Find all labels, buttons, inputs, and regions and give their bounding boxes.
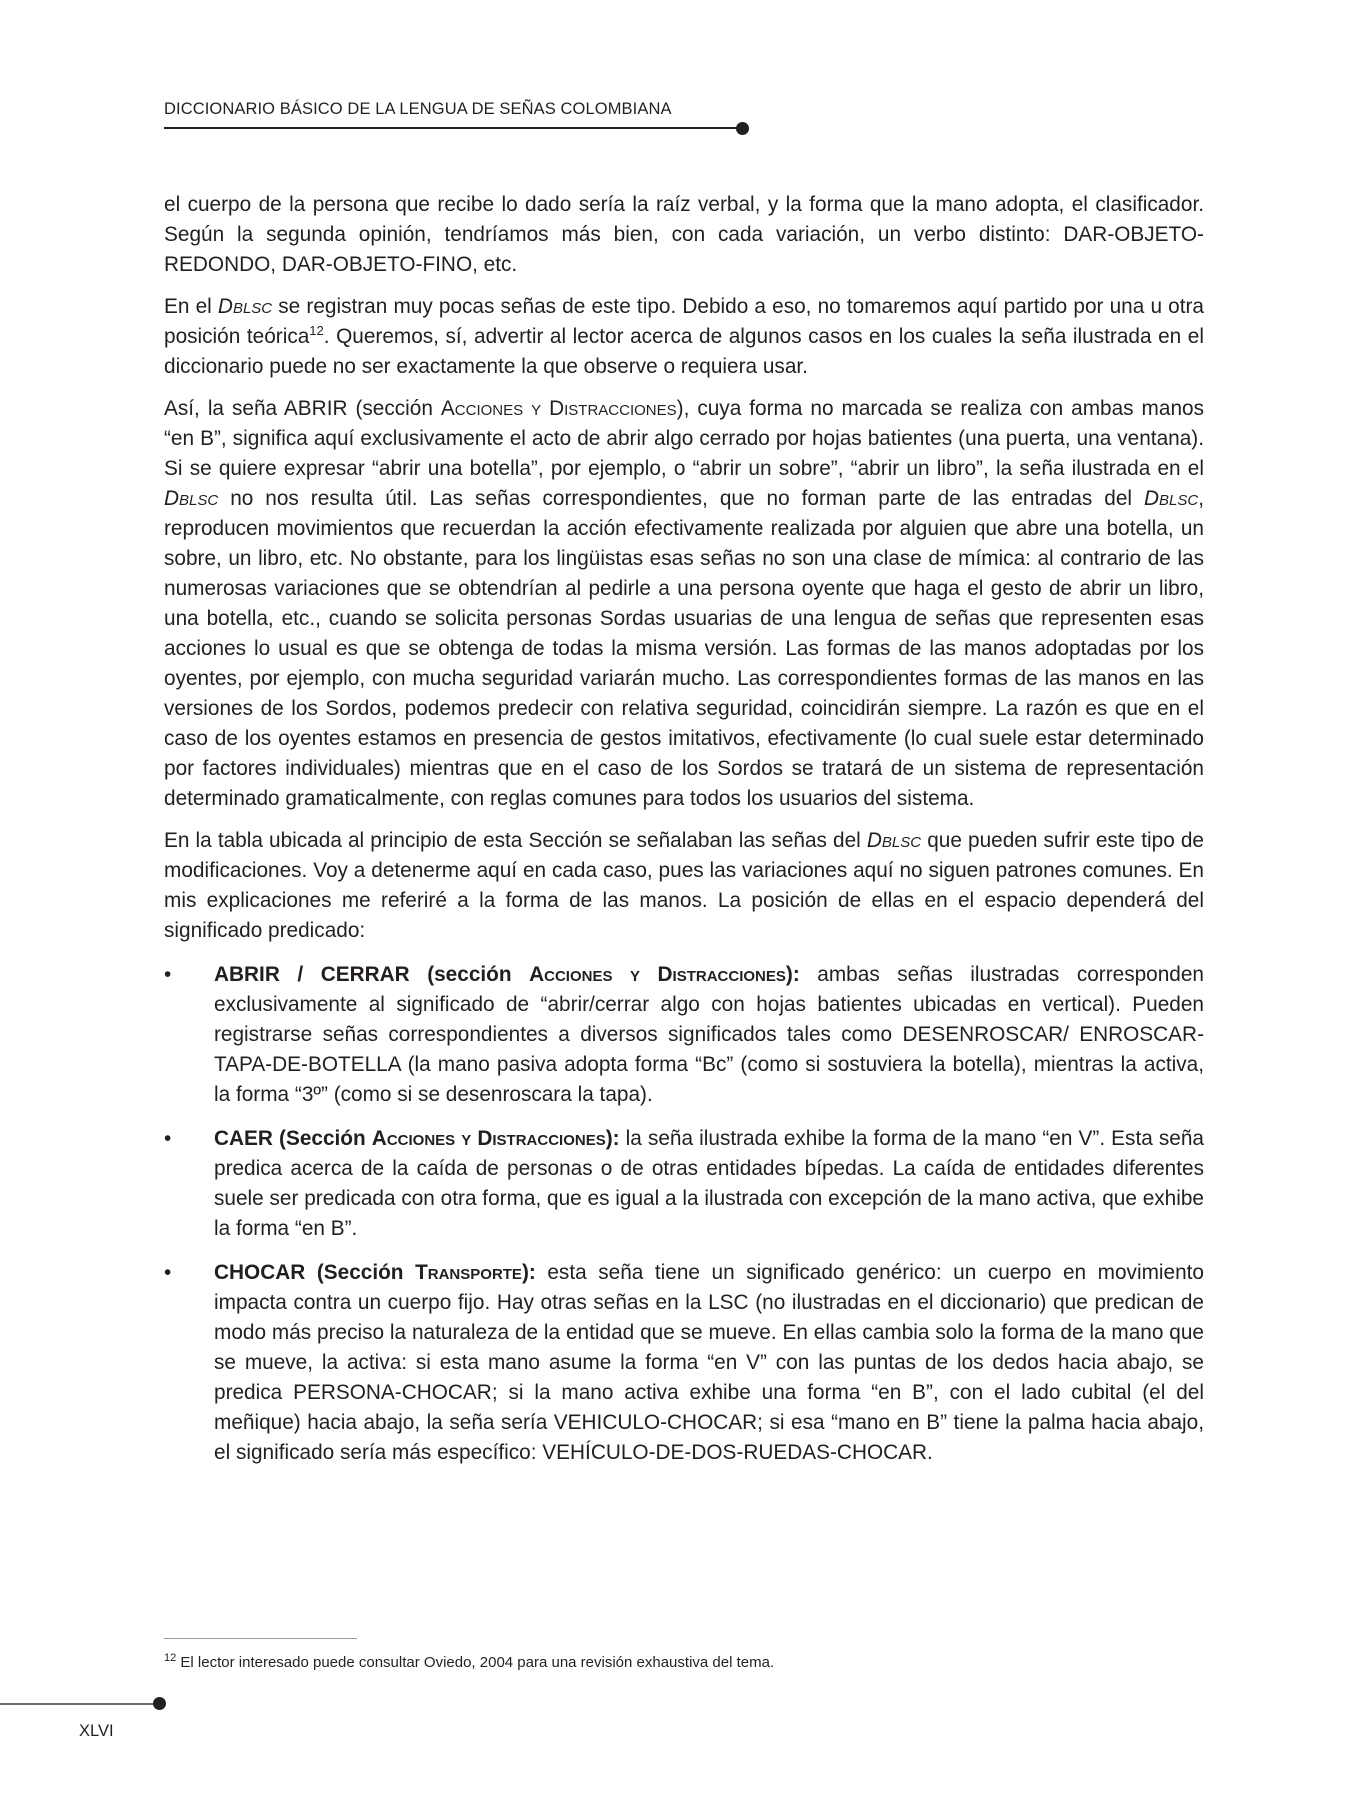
entry-text: la seña ilustrada exhibe la forma de la mano “en V”. Esta seña predica acerca de la caída de personas o de otras entidades bípedas. La caída de entidades diferentes suele ser predicada con otra forma, que es igual a la ilustrada con excepción de la mano activa, que exhibe la forma “en B”.: [214, 1127, 1204, 1240]
entry-text: esta seña tiene un significado genérico: un cuerpo en movimiento impacta contra un cuerpo fijo. Hay otras señas en la LSC (no ilustradas en el diccionario) que predican de modo más preciso la naturaleza de la entidad que se mueve. En ellas cambia solo la forma de la mano que se mueve, la activa: si esta mano asume la forma “en V” con las puntas de los dedos hacia abajo, se predica PERSONA-CHOCAR; si la mano activa exhibe una forma “en B”, con el lado cubital (el del meñique) hacia abajo, la seña sería VEHICULO-CHOCAR; si esa “mano en B” tiene la palma hacia abajo, el significado sería más específico: VEHÍCULO-DE-DOS-RUEDAS-CHOCAR.: [214, 1261, 1204, 1464]
dblsc-abbreviation: Dblsc: [164, 487, 219, 510]
list-item: [164, 1124, 1204, 1244]
page-number: XLVI: [79, 1722, 114, 1740]
footnote-ref[interactable]: 12: [309, 323, 324, 339]
entry-term: ABRIR / CERRAR (sección Acciones y Distracciones):: [214, 963, 800, 986]
footnote-text: El lector interesado puede consultar Oviedo, 2004 para una revisión exhaustiva del tema.: [176, 1654, 775, 1671]
entry-term: CHOCAR (Sección Transporte):: [214, 1261, 536, 1284]
section-name: Acciones y Distracciones: [529, 963, 786, 986]
bullet-icon: •: [164, 963, 172, 986]
list-item: [164, 1258, 1204, 1468]
bullet-list: [164, 960, 1204, 1468]
dblsc-abbreviation: Dblsc: [217, 295, 273, 318]
paragraph-2: En el Dblsc se registran muy pocas señas de este tipo. Debido a eso, no tomaremos aquí partido por una u otra posición teórica$^{12}$. Queremos, sí, advertir al lector acerca de algunos casos en los cuales la seña ilustrada en el diccionario puede no ser exactamente la que observe o requiera usar.: [164, 295, 1204, 378]
dblsc-abbreviation: Dblsc: [1144, 487, 1199, 510]
body-text: [164, 190, 1204, 1482]
footnote-rule: [164, 1638, 357, 1639]
footnote-number: 12: [164, 1652, 177, 1664]
header-dot-ornament: [736, 122, 749, 135]
running-title: DICCIONARIO BÁSICO DE LA LENGUA DE SEÑAS COLOMBIANA: [164, 100, 672, 118]
dblsc-abbreviation: Dblsc: [866, 829, 922, 852]
header-rule: [164, 127, 742, 129]
section-name: Acciones y Distracciones: [440, 397, 677, 420]
footer-dot-ornament: [153, 1697, 166, 1710]
entry-term: CAER (Sección Acciones y Distracciones):: [214, 1127, 620, 1150]
entry-text: ambas señas ilustradas corresponden exclusivamente al significado de “abrir/cerrar algo con hojas batientes ubicadas en vertical). Pueden registrarse señas correspondientes a diversos significados tales como DESENROSCAR/ ENROSCAR-TAPA-DE-BOTELLA (la mano pasiva adopta forma “Bc” (como si sostuviera la botella), mientras la activa, la forma “3º” (como si se desenroscara la tapa).: [214, 963, 1204, 1106]
bullet-icon: •: [164, 1261, 172, 1284]
paragraph-1: el cuerpo de la persona que recibe lo dado sería la raíz verbal, y la forma que la mano adopta, el clasificador. Según la segunda opinión, tendríamos más bien, con cada variación, un verbo distinto: DAR-OBJETO-REDONDO, DAR-OBJETO-FINO, etc.: [164, 193, 1204, 276]
footer-rule: [0, 1703, 158, 1705]
paragraph-4: En la tabla ubicada al principio de esta Sección se señalaban las señas del Dblsc que pueden sufrir este tipo de modificaciones. Voy a detenerme aquí en cada caso, pues las variaciones aquí no siguen patrones comunes. En mis explicaciones me referiré a la forma de las manos. La posición de ellas en el espacio dependerá del significado predicado:: [164, 829, 1204, 942]
section-name: Acciones y Distracciones: [371, 1127, 606, 1150]
section-name: Transporte: [415, 1261, 522, 1284]
list-item: [164, 960, 1204, 1110]
footnote: [164, 1654, 774, 1671]
paragraph-3: Así, la seña ABRIR (sección Acciones y Distracciones), cuya forma no marcada se realiza con ambas manos “en B”, significa aquí exclusivamente el acto de abrir algo cerrado por hojas batientes (una puerta, una ventana). Si se quiere expresar “abrir una botella”, por ejemplo, o “abrir un sobre”, “abrir un libro”, la seña ilustrada en el Dblsc no nos resulta útil. Las señas correspondientes, que no forman parte de las entradas del Dblsc, reproducen movimientos que recuerdan la acción efectivamente realizada por alguien que abre una botella, un sobre, un libro, etc. No obstante, para los lingüistas esas señas no son una clase de mímica: al contrario de las numerosas variaciones que se obtendrían al pedirle a una persona oyente que haga el gesto de abrir un libro, una botella, etc., cuando se solicita personas Sordas usuarias de una lengua de señas que representen esas acciones lo usual es que se obtenga de todas la misma versión. Las formas de las manos adoptadas por los oyentes, por ejemplo, con mucha seguridad variarán mucho. Las correspondientes formas de las manos en las versiones de los Sordos, podemos predecir con relativa seguridad, coincidirán siempre. La razón es que en el caso de los oyentes estamos en presencia de gestos imitativos, efectivamente (lo cual suele estar determinado por factores individuales) mientras que en el caso de los Sordos se tratará de un sistema de representación determinado gramaticalmente, con reglas comunes para todos los usuarios del sistema.: [164, 397, 1204, 810]
bullet-icon: •: [164, 1127, 172, 1150]
